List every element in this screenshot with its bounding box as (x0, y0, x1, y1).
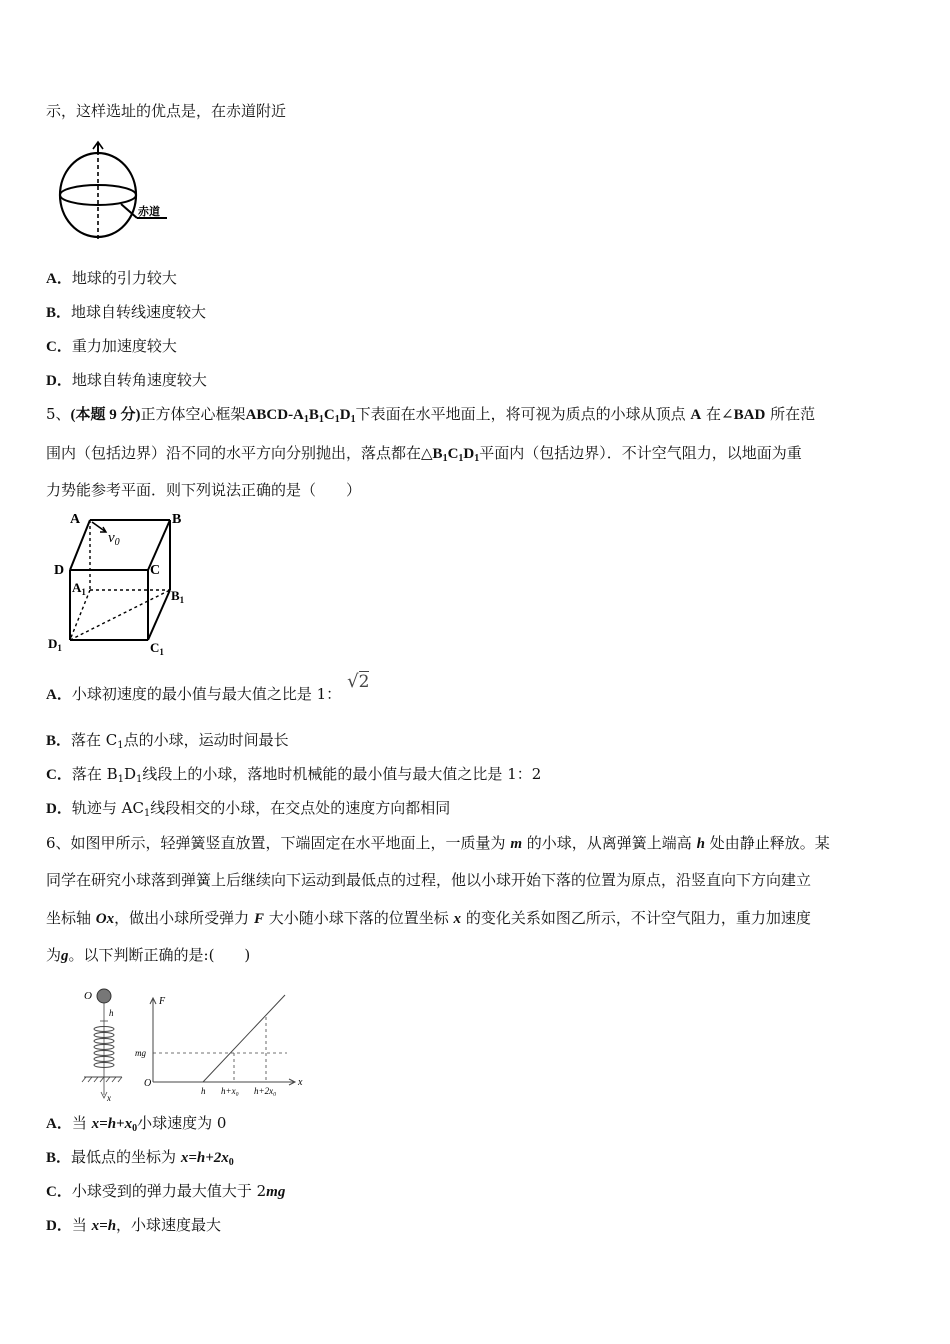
equator-label: 赤道 (138, 206, 160, 218)
graph-x-label: x (298, 1077, 303, 1088)
option-a: A．地球的引力较大 (46, 269, 177, 287)
question-5-line-3: 力势能参考平面．则下列说法正确的是（ ） (46, 481, 362, 499)
axis-x-label: x (107, 1093, 111, 1103)
question-6-line-1: 6、如图甲所示，轻弹簧竖直放置，下端固定在水平地面上，一质量为 m 的小球，从离弹簧上端高 h 处由静止释放。某 (46, 834, 830, 852)
tick-h: h (201, 1086, 206, 1096)
option-d: D．地球自转角速度较大 (46, 371, 207, 389)
question-5-line-1: 5、(本题 9 分)正方体空心框架ABCD-$A_1B_1C_1D_1$下表面在水平地面上，将可视为质点的小球从顶点 A 在∠BAD 所在范 (46, 405, 816, 425)
label-A1: $A_1$ (72, 580, 86, 597)
height-label: h (109, 1008, 114, 1018)
q5-option-d: D．轨迹与 $AC_1$线段相交的小球，在交点处的速度方向都相同 (46, 799, 451, 819)
force-axis-label: F (159, 996, 166, 1007)
label-C1: $C_1$ (150, 640, 164, 657)
question-6-line-4: 为g。以下判断正确的是:( ) (46, 946, 251, 964)
label-v0: $v_0$ (108, 530, 120, 548)
globe-figure (55, 140, 175, 245)
force-graph (135, 992, 315, 1100)
option-b: B．地球自转线速度较大 (46, 303, 207, 321)
q6-option-d: D．当 x=h，小球速度最大 (46, 1216, 222, 1234)
label-A: A (70, 512, 81, 527)
tick-h-plus-2x0: h+2x₀ (254, 1086, 277, 1096)
label-B: B (172, 512, 182, 527)
spring-figure (80, 985, 130, 1105)
q6-option-c: C．小球受到的弹力最大值大于 2mg (46, 1182, 286, 1200)
question-6-line-3: 坐标轴 Ox，做出小球所受弹力 F 大小随小球下落的位置坐标 x 的变化关系如图乙所示，不计空气阻力，重力加速度 (46, 909, 811, 927)
q5-option-a: A．小球初速度的最小值与最大值之比是 1：√2 (46, 671, 370, 703)
q5-option-c: C．落在 $B_1D_1$线段上的小球，落地时机械能的最小值与最大值之比是 1：2 (46, 765, 542, 785)
mg-label: mg (135, 1048, 146, 1058)
option-c: C．重力加速度较大 (46, 337, 177, 355)
q6-option-b: B．最低点的坐标为 $x=h+2x_0$ (46, 1148, 234, 1168)
graph-origin-label: O (144, 1078, 152, 1089)
text-line: 示，这样选址的优点是，在赤道附近 (46, 102, 287, 120)
question-6-line-2: 同学在研究小球落到弹簧上后继续向下运动到最低点的过程，他以小球开始下落的位置为原点，沿竖直向下方向建立 (46, 871, 812, 889)
tick-h-plus-x0: h+x₀ (221, 1086, 239, 1096)
question-5-line-2: 围内（包括边界）沿不同的水平方向分别抛出，落点都在$\triangle B_1C_1D_1$平面内（包括边界）．不计空气阻力，以地面为重 (46, 444, 802, 464)
origin-label: O (84, 990, 92, 1002)
cube-figure (48, 508, 198, 658)
label-C: C (150, 563, 161, 578)
q5-option-b: B．落在 $C_1$点的小球，运动时间最长 (46, 731, 289, 751)
label-D1: $D_1$ (48, 636, 62, 653)
label-B1: $B_1$ (171, 588, 185, 605)
label-D: D (54, 563, 65, 578)
q6-option-a: A．当 $x=h+x_0$小球速度为 0 (46, 1114, 227, 1134)
